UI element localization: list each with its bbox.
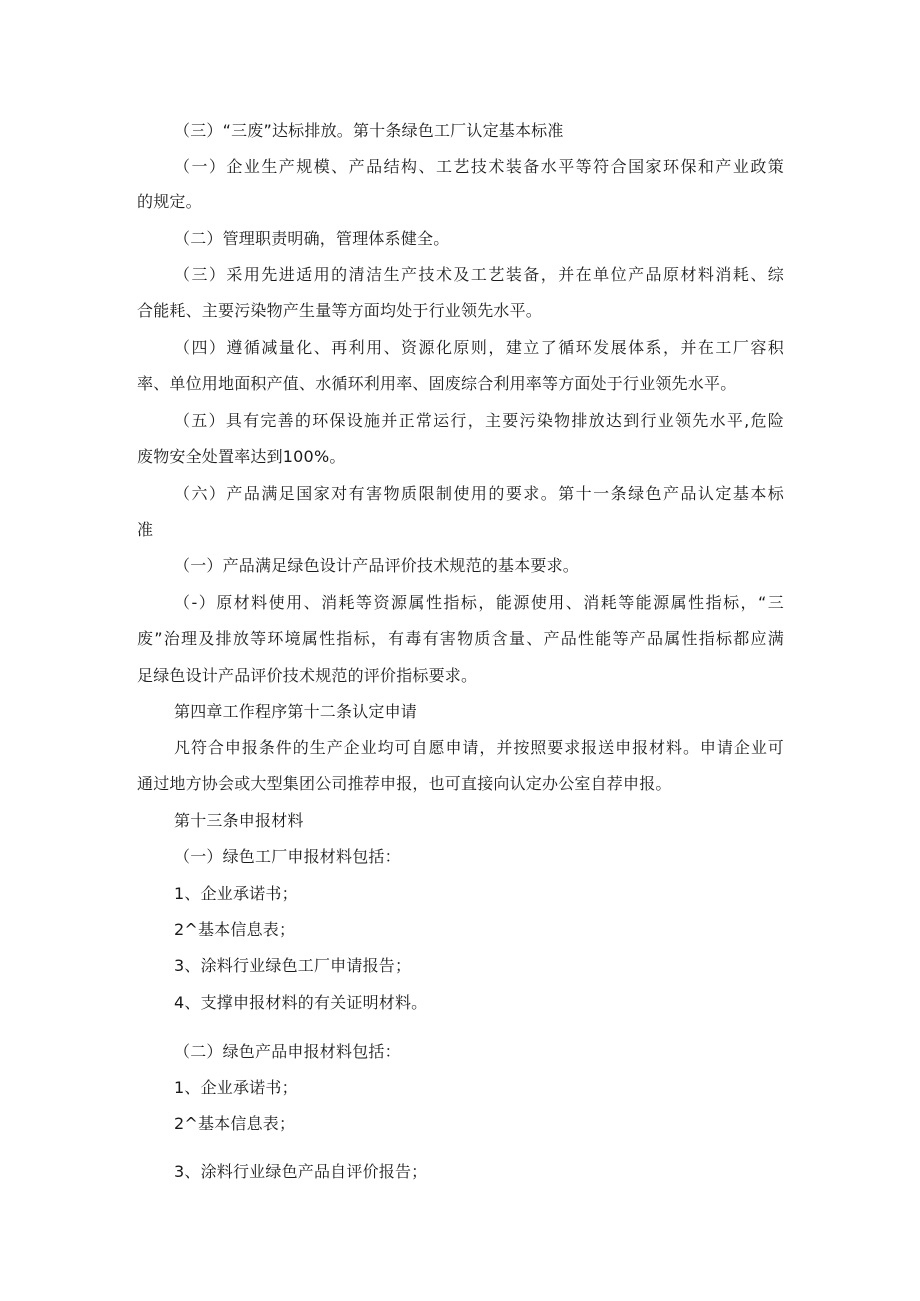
paragraph-line: （二）管理职责明确，管理体系健全。 — [174, 229, 450, 248]
section-heading: 第十三条申报材料 — [174, 811, 304, 830]
list-item: 4、支撑申报材料的有关证明材料。 — [174, 993, 428, 1012]
list-item: 3、涂料行业绿色产品自评价报告； — [174, 1162, 428, 1181]
paragraph-line: （五）具有完善的环保设施并正常运行，主要污染物排放达到行业领先水平,危险 — [174, 411, 784, 430]
paragraph-line: （三）“三废”达标排放。第十条绿色工厂认定基本标准 — [174, 121, 564, 140]
paragraph-line: （四）遵循减量化、再利用、资源化原则，建立了循环发展体系，并在工厂容积 — [174, 338, 784, 357]
paragraph-line: （一）企业生产规模、产品结构、工艺技术装备水平等符合国家环保和产业政策 — [174, 157, 784, 176]
list-item: 2^基本信息表； — [174, 1114, 296, 1133]
paragraph-line: （-）原材料使用、消耗等资源属性指标，能源使用、消耗等能源属性指标，“三 — [174, 593, 784, 612]
paragraph-line: 的规定。 — [137, 192, 202, 211]
paragraph-line: 足绿色设计产品评价技术规范的评价指标要求。 — [137, 666, 478, 685]
paragraph-line: （一）绿色工厂申报材料包括： — [174, 847, 401, 866]
list-item: 2^基本信息表； — [174, 920, 296, 939]
section-heading: 第四章工作程序第十二条认定申请 — [174, 702, 418, 721]
list-item: 3、涂料行业绿色工厂申请报告； — [174, 956, 412, 975]
paragraph-line: 准 — [137, 520, 154, 539]
paragraph-line: 合能耗、主要污染物产生量等方面均处于行业领先水平。 — [137, 301, 543, 320]
paragraph-line: 废”治理及排放等环境属性指标，有毒有害物质含量、产品性能等产品属性指标都应满 — [137, 629, 784, 648]
paragraph-line: （三）采用先进适用的清洁生产技术及工艺装备，并在单位产品原材料消耗、综 — [174, 265, 784, 284]
list-item: 1、企业承诺书； — [174, 1078, 298, 1097]
paragraph-line: （二）绿色产品申报材料包括： — [174, 1042, 401, 1061]
paragraph-line: 通过地方协会或大型集团公司推荐申报，也可直接向认定办公室自荐申报。 — [137, 774, 672, 793]
paragraph-line: （一）产品满足绿色设计产品评价技术规范的基本要求。 — [174, 556, 580, 575]
paragraph-line: 废物安全处置率达到100%。 — [137, 447, 346, 466]
list-item: 1、企业承诺书； — [174, 884, 298, 903]
paragraph-line: 率、单位用地面积产值、水循环利用率、固废综合利用率等方面处于行业领先水平。 — [137, 374, 737, 393]
paragraph-line: （六）产品满足国家对有害物质限制使用的要求。第十一条绿色产品认定基本标 — [174, 484, 784, 503]
paragraph-line: 凡符合申报条件的生产企业均可自愿申请，并按照要求报送申报材料。申请企业可 — [174, 738, 784, 757]
